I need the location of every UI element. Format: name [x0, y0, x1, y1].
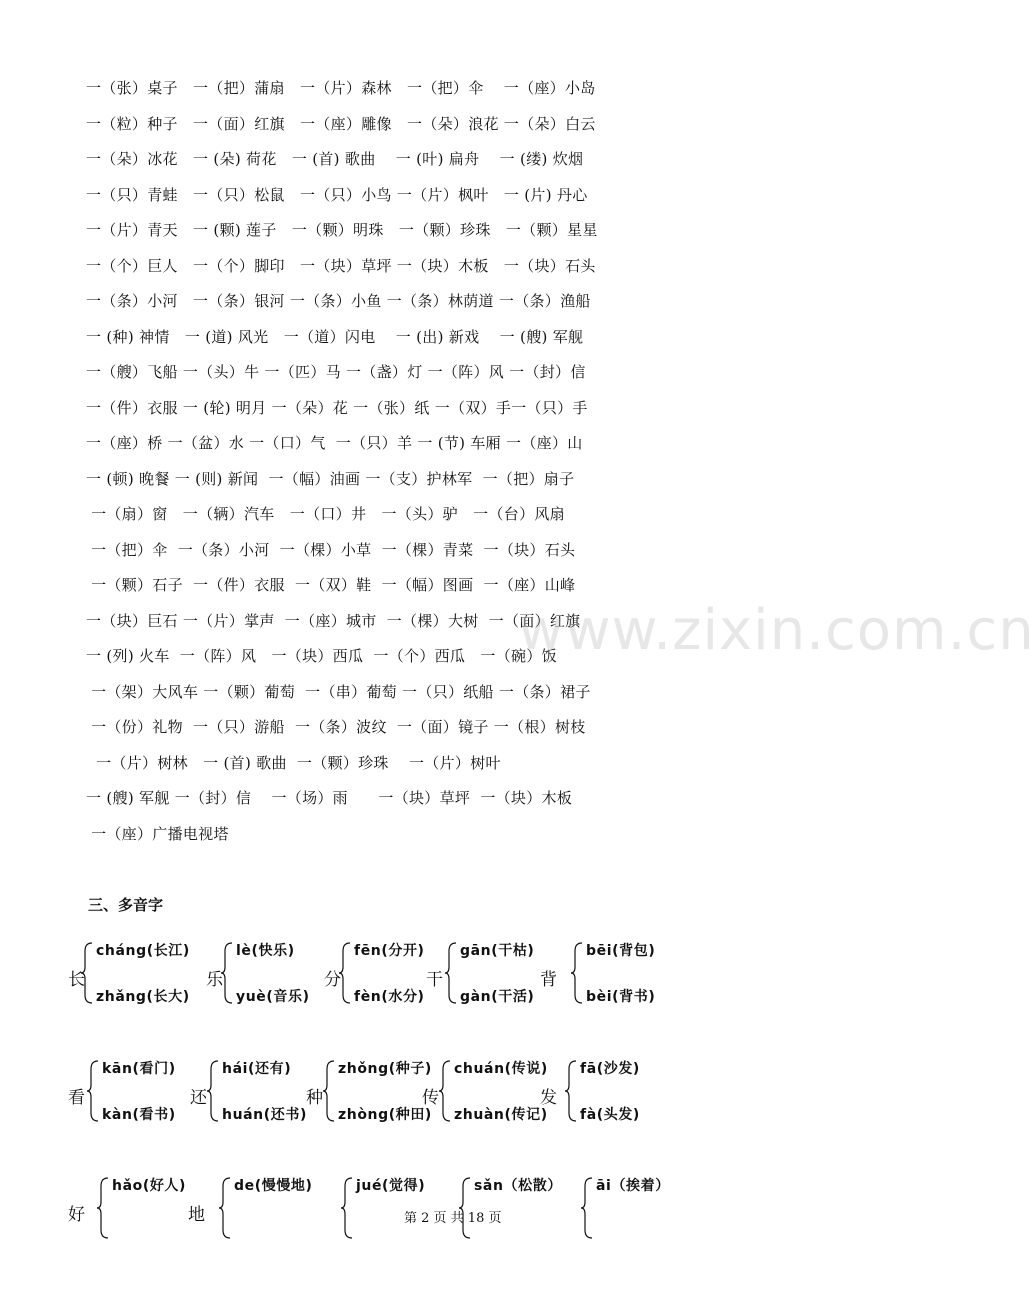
measure-word-line: 一（粒）种子 一（面）红旗 一（座）雕像 一（朵）浪花 一（朵）白云	[86, 114, 596, 133]
brace-icon	[580, 1177, 594, 1239]
polyphonic-char: 发	[540, 1088, 557, 1108]
reading-first: hái(还有)	[222, 1061, 292, 1077]
measure-word-line: 一（块）巨石 一（片）掌声 一（座）城市 一（棵）大树 一（面）红旗	[86, 611, 581, 630]
brace-icon	[340, 1177, 354, 1239]
polyphonic-char: 还	[190, 1088, 207, 1108]
polyphonic-char: 乐	[206, 970, 223, 990]
reading-first: fēn(分开)	[354, 943, 425, 959]
measure-word-line: 一（份）礼物 一（只）游船 一（条）波纹 一（面）镜子 一（根）树枝	[86, 718, 586, 736]
measure-word-line: 一（座）广播电视塔	[86, 824, 229, 843]
watermark: www.zixin.com.cn	[518, 598, 1035, 663]
reading-first: bēi(背包)	[586, 943, 656, 959]
brace-icon	[322, 1060, 336, 1122]
measure-word-line: 一（扇）窗 一（辆）汽车 一（口）井 一（头）驴 一（台）风扇	[86, 505, 565, 523]
polyphonic-char: 看	[68, 1088, 85, 1108]
reading-second: fèn(水分)	[354, 989, 425, 1005]
reading-first: fā(沙发)	[580, 1061, 640, 1077]
measure-word-line: 一 (列) 火车 一（阵）风 一（块）西瓜 一（个）西瓜 一（碗）饭	[86, 647, 557, 665]
measure-word-line: 一（把）伞 一（条）小河 一（棵）小草 一（棵）青菜 一（块）石头	[86, 540, 576, 559]
reading-first: sǎn（松散）	[474, 1178, 562, 1194]
reading-first: gān(干枯)	[460, 943, 535, 959]
measure-word-line: 一 (顿) 晚餐 一 (则) 新闻 一（幅）油画 一（支）护林军 一（把）扇子	[86, 469, 575, 488]
measure-word-line: 一（颗）石子 一（件）衣服 一（双）鞋 一（幅）图画 一（座）山峰	[86, 576, 576, 594]
brace-icon	[206, 1060, 220, 1122]
brace-icon	[218, 1177, 232, 1239]
measure-word-line: 一（朵）冰花 一 (朵) 荷花 一 (首) 歌曲 一 (叶) 扁舟 一 (缕) 炊烟	[86, 150, 584, 168]
reading-second: zhuàn(传记)	[454, 1107, 548, 1123]
measure-word-line: 一（个）巨人 一（个）脚印 一（块）草坪 一（块）木板 一（块）石头	[86, 256, 596, 275]
measure-word-line: 一（片）青天 一 (颗) 莲子 一（颗）明珠 一（颗）珍珠 一（颗）星星	[86, 221, 598, 239]
polyphonic-char: 传	[422, 1088, 439, 1108]
section-heading: 三、多音字	[88, 896, 164, 914]
measure-word-line: 一 (种) 神情 一 (道) 风光 一（道）闪电 一 (出) 新戏 一 (艘) 军舰	[86, 327, 584, 346]
reading-first: jué(觉得)	[356, 1178, 426, 1194]
measure-word-line: 一（条）小河 一（条）银河 一（条）小鱼 一（条）林荫道 一（条）渔船	[86, 292, 591, 310]
measure-word-line: 一（片）树林 一 (首) 歌曲 一（颗）珍珠 一（片）树叶	[86, 753, 501, 772]
reading-second: yuè(音乐)	[236, 989, 310, 1005]
measure-word-list	[86, 74, 686, 855]
reading-first: de(慢慢地)	[234, 1178, 313, 1194]
reading-second: fà(头发)	[580, 1107, 640, 1123]
polyphonic-char: 好	[68, 1205, 85, 1225]
reading-first: hǎo(好人)	[112, 1178, 187, 1194]
brace-icon	[80, 942, 94, 1004]
measure-word-line: 一 (艘) 军舰 一（封）信 一（场）雨 一（块）草坪 一（块）木板	[86, 789, 573, 807]
reading-first: cháng(长江)	[96, 943, 190, 959]
polyphonic-char: 背	[540, 970, 557, 990]
brace-icon	[86, 1060, 100, 1122]
measure-word-line: 一（张）桌子 一（把）蒲扇 一（片）森林 一（把）伞 一（座）小岛	[86, 79, 596, 97]
reading-second: bèi(背书)	[586, 989, 656, 1005]
polyphonic-char: 种	[306, 1088, 323, 1108]
brace-icon	[570, 942, 584, 1004]
measure-word-line: 一（架）大风车 一（颗）葡萄 一（串）葡萄 一（只）纸船 一（条）裙子	[86, 682, 591, 701]
polyphonic-char: 长	[68, 970, 85, 990]
measure-word-line: 一（件）衣服 一 (轮) 明月 一（朵）花 一（张）纸 一（双）手一（只）手	[86, 398, 588, 417]
reading-second: kàn(看书)	[102, 1107, 176, 1123]
brace-icon	[444, 942, 458, 1004]
measure-word-line: 一（座）桥 一（盆）水 一（口）气 一（只）羊 一 (节) 车厢 一（座）山	[86, 434, 583, 452]
measure-word-line: 一（只）青蛙 一（只）松鼠 一（只）小鸟 一（片）枫叶 一 (片) 丹心	[86, 185, 588, 204]
brace-icon	[220, 942, 234, 1004]
reading-second: zhǎng(长大)	[96, 989, 190, 1005]
brace-icon	[96, 1177, 110, 1239]
reading-first: chuán(传说)	[454, 1061, 548, 1077]
page-footer: 第 2 页 共 18 页	[404, 1211, 502, 1226]
brace-icon	[338, 942, 352, 1004]
reading-first: zhǒng(种子)	[338, 1061, 432, 1077]
reading-first: lè(快乐)	[236, 943, 295, 959]
polyphonic-char: 干	[426, 970, 443, 990]
brace-icon	[438, 1060, 452, 1122]
polyphonic-char: 地	[188, 1205, 205, 1225]
reading-second: huán(还书)	[222, 1107, 307, 1123]
reading-second: gàn(干活)	[460, 989, 535, 1005]
brace-icon	[564, 1060, 578, 1122]
reading-first: āi（挨着）	[596, 1178, 670, 1194]
reading-first: kān(看门)	[102, 1061, 176, 1077]
measure-word-line: 一（艘）飞船 一（头）牛 一（匹）马 一（盏）灯 一（阵）风 一（封）信	[86, 363, 586, 381]
polyphonic-char: 分	[324, 970, 341, 990]
reading-second: zhòng(种田)	[338, 1107, 432, 1123]
